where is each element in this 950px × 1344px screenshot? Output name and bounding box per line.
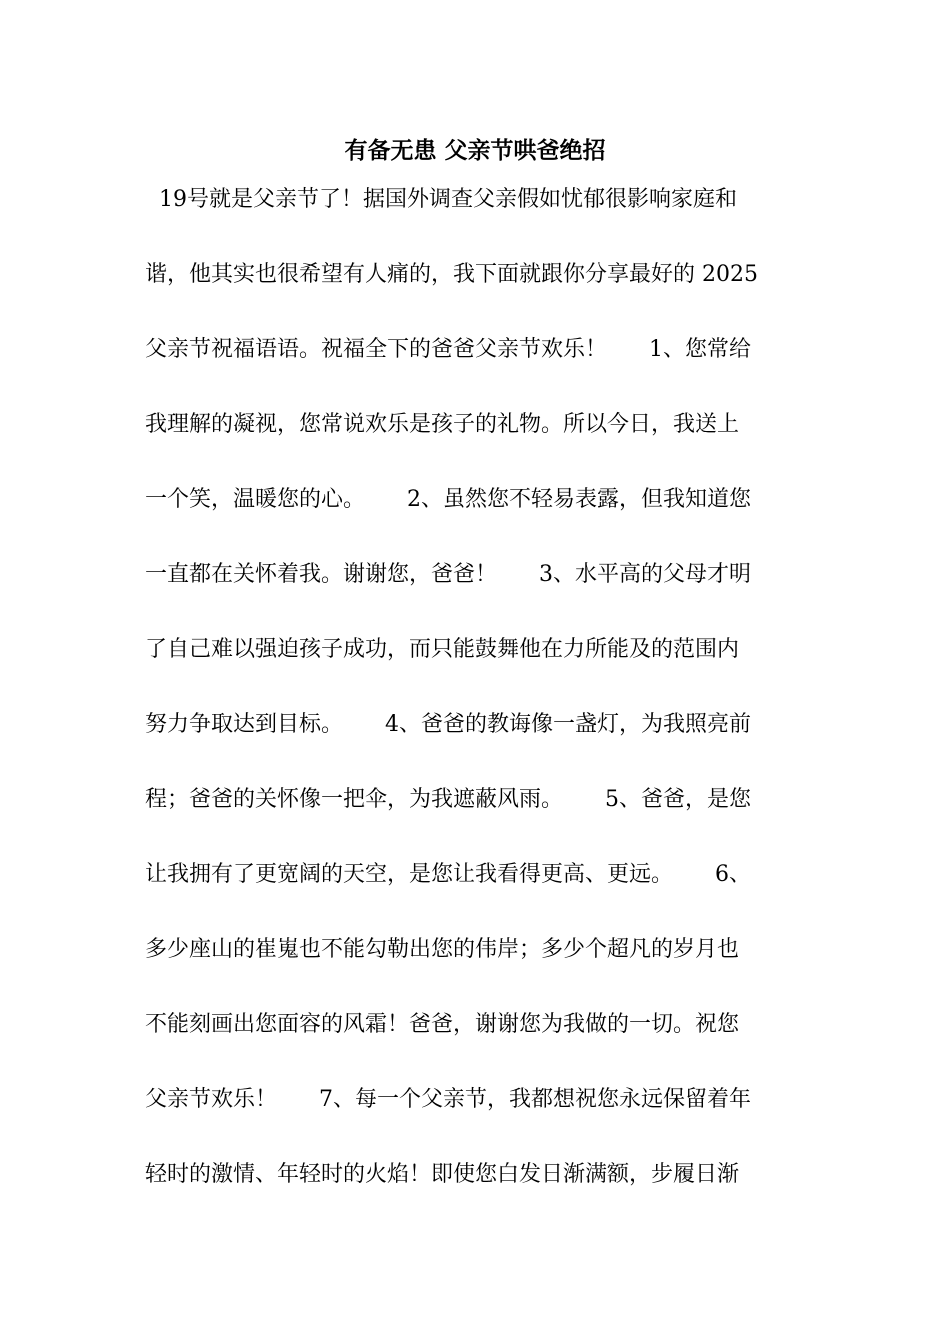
body-line: 一直都在关怀着我。谢谢您，爸爸！ 3、水平高的父母才明 [145, 562, 751, 587]
body-line: 多少座山的崔嵬也不能勾勒出您的伟岸；多少个超凡的岁月也 [145, 937, 740, 962]
body-line: 谐，他其实也很希望有人痛的，我下面就跟你分享最好的 2025 [145, 262, 758, 287]
body-line: 不能刻画出您面容的风霜！爸爸，谢谢您为我做的一切。祝您 [145, 1012, 740, 1037]
body-line: 父亲节欢乐！ 7、每一个父亲节，我都想祝您永远保留着年 [145, 1087, 751, 1112]
body-line: 让我拥有了更宽阔的天空，是您让我看得更高、更远。 6、 [145, 862, 751, 887]
body-line: 程；爸爸的关怀像一把伞，为我遮蔽风雨。 5、爸爸，是您 [145, 787, 751, 812]
body-line: 了自己难以强迫孩子成功，而只能鼓舞他在力所能及的范围内 [145, 637, 740, 662]
body-line: 我理解的凝视，您常说欢乐是孩子的礼物。所以今日，我送上 [145, 412, 740, 437]
body-line: 19号就是父亲节了！据国外调查父亲假如忧郁很影响家庭和 [145, 187, 737, 212]
body-line: 父亲节祝福语语。祝福全下的爸爸父亲节欢乐！ 1、您常给 [145, 337, 751, 362]
document-body [145, 180, 815, 1230]
body-line: 轻时的激情、年轻时的火焰！即使您白发日渐满额，步履日渐 [145, 1162, 740, 1187]
document-title: 有备无患 父亲节哄爸绝招 [344, 138, 606, 164]
body-line: 努力争取达到目标。 4、爸爸的教诲像一盏灯，为我照亮前 [145, 712, 751, 737]
body-line: 一个笑，温暖您的心。 2、虽然您不轻易表露，但我知道您 [145, 487, 751, 512]
